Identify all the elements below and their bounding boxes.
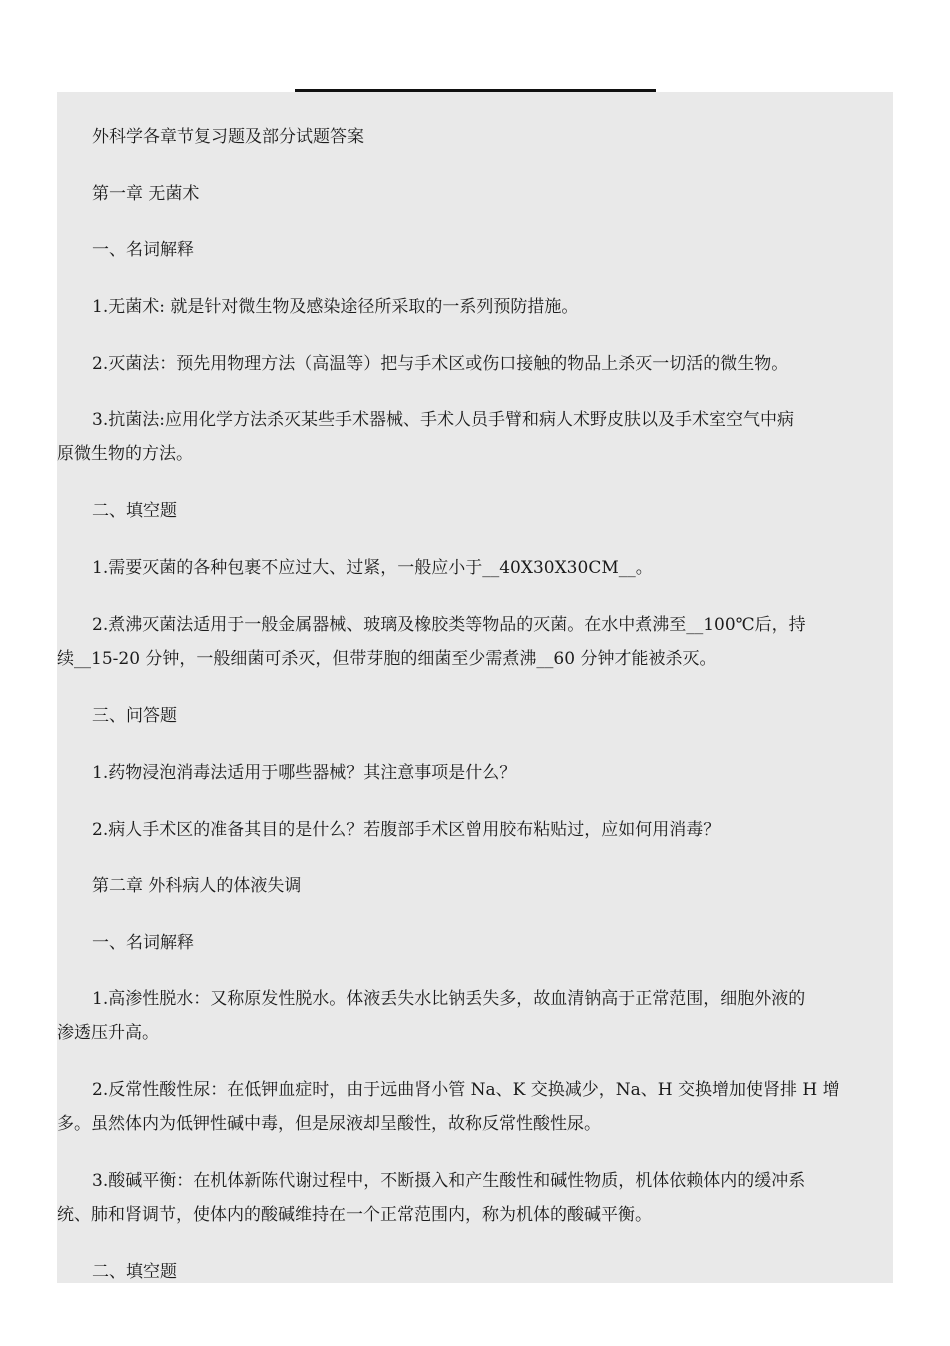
ch2-definition-item-3-line-2: 统、肺和肾调节，使体内的酸碱维持在一个正常范围内，称为机体的酸碱平衡。 (57, 1205, 652, 1225)
ch2-definition-item-2-line-2: 多。虽然体内为低钾性碱中毒，但是尿液却呈酸性，故称反常性酸性尿。 (57, 1114, 601, 1134)
chapter-1-heading: 第一章 无菌术 (92, 184, 200, 204)
ch1-definition-item-3 (57, 403, 893, 471)
ch2-definition-item-1 (57, 982, 893, 1050)
ch2-definition-item-3 (57, 1164, 893, 1232)
ch1-question-item-1: 1.药物浸泡消毒法适用于哪些器械？其注意事项是什么？ (92, 763, 517, 783)
ch1-definition-item-2: 2.灭菌法：预先用物理方法（高温等）把与手术区或伤口接触的物品上杀灭一切活的微生物。 (92, 354, 789, 374)
ch1-section-2-heading: 二、填空题 (92, 501, 177, 521)
ch1-definition-item-3-line-1: 3.抗菌法:应用化学方法杀灭某些手术器械、手术人员手臂和病人术野皮肤以及手术室空气中病 (92, 410, 794, 430)
ch1-fill-item-2 (57, 608, 893, 676)
ch2-definition-item-3-line-1: 3.酸碱平衡：在机体新陈代谢过程中，不断摄入和产生酸性和碱性物质，机体依赖体内的缓冲系 (92, 1171, 806, 1191)
ch1-definition-item-3-line-2: 原微生物的方法。 (57, 444, 193, 464)
document-title: 外科学各章节复习题及部分试题答案 (92, 127, 364, 147)
ch1-fill-item-2-line-1: 2.煮沸灭菌法适用于一般金属器械、玻璃及橡胶类等物品的灭菌。在水中煮沸至__100℃后，持 (92, 615, 806, 635)
ch1-section-1-heading: 一、名词解释 (92, 240, 194, 260)
ch2-definition-item-1-line-1: 1.高渗性脱水：又称原发性脱水。体液丢失水比钠丢失多，故血清钠高于正常范围，细胞外液的 (92, 989, 806, 1009)
ch1-fill-item-1: 1.需要灭菌的各种包裹不应过大、过紧，一般应小于__40X30X30CM__。 (92, 558, 653, 578)
ch1-definition-item-1: 1.无菌术: 就是针对微生物及感染途径所采取的一系列预防措施。 (92, 297, 579, 317)
ch1-section-3-heading: 三、问答题 (92, 706, 177, 726)
ch2-definition-item-1-line-2: 渗透压升高。 (57, 1023, 159, 1043)
ch2-definition-item-2-line-1: 2.反常性酸性尿：在低钾血症时，由于远曲肾小管 Na、K 交换减少，Na、H 交换增加使肾排 H 增 (92, 1080, 840, 1100)
document-page (57, 92, 893, 1283)
ch2-section-1-heading: 一、名词解释 (92, 933, 194, 953)
ch2-definition-item-2 (57, 1073, 893, 1141)
ch2-section-2-heading: 二、填空题 (92, 1262, 177, 1282)
chapter-2-heading: 第二章 外科病人的体液失调 (92, 876, 302, 896)
ch1-question-item-2: 2.病人手术区的准备其目的是什么？若腹部手术区曾用胶布粘贴过，应如何用消毒？ (92, 820, 721, 840)
ch1-fill-item-2-line-2: 续__15-20 分钟，一般细菌可杀灭，但带芽胞的细菌至少需煮沸__60 分钟才能被杀灭。 (57, 649, 717, 669)
